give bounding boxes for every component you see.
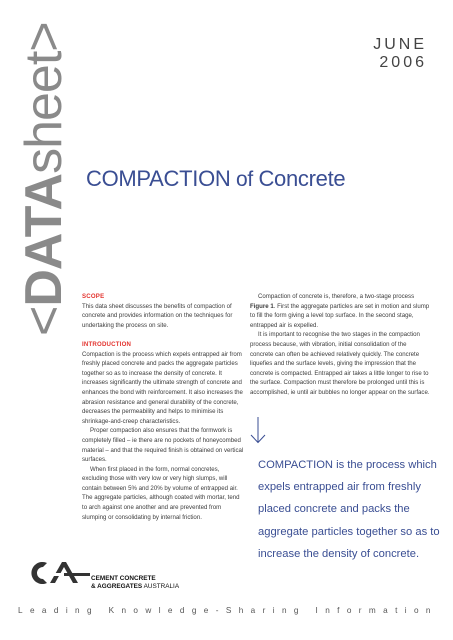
col2-paragraph-2: It is important to recognise the two stages in the compaction process because, with vibration, initial consolidation of the concrete can often be achieved relatively quickly. The concrete liquefies and the surface levels, giving the impression that the concrete is compacted. Entrapped air takes a little longer to rise to the surface. Compaction must therefore be prolonged until this is accomplished, ie until air bubbles no longer appear on the surface. xyxy=(250,331,430,396)
text-column-right xyxy=(250,292,430,398)
pull-quote-lead: COMPACTION xyxy=(258,459,333,471)
issue-month: JUNE xyxy=(373,36,427,53)
tagline-letter: n xyxy=(281,606,287,615)
tagline-letter: n xyxy=(325,606,330,615)
logo-line-2-main: & AGGREGATES xyxy=(91,582,143,590)
brand-open-bracket: < xyxy=(15,306,73,336)
tagline-letter: e xyxy=(203,606,209,615)
vertical-brand-svg xyxy=(15,22,73,336)
tagline-letter: d xyxy=(53,606,59,615)
tagline-letter: l xyxy=(158,606,161,615)
tagline-letter: S xyxy=(225,606,232,615)
text-column-left xyxy=(82,292,246,522)
tagline-letter: a xyxy=(250,606,256,615)
scope-heading: SCOPE xyxy=(82,293,105,300)
title-concrete: Concrete xyxy=(258,166,346,191)
vertical-brand-mark xyxy=(15,22,73,336)
pull-quote xyxy=(258,454,440,565)
brand-close-bracket: > xyxy=(15,22,73,52)
logo-line-1: CEMENT CONCRETE xyxy=(91,575,156,582)
down-arrow-icon xyxy=(250,416,266,444)
tagline-letter: f xyxy=(337,606,340,615)
intro-paragraph-1: Compaction is the process which expels entrapped air from freshly placed concrete and packs the aggregate particles together so as to increase the density of concrete. It increases significantly the ultimate strength of concrete and enhances the bond with reinforcement. It also increases the abrasion resistance and general durability of the concrete, decreases the permeability and helps to minimise its shrinkage-and-creep characteristics. xyxy=(82,350,243,425)
tagline-letter: r xyxy=(262,606,266,615)
scope-paragraph: This data sheet discusses the benefits of compaction of concrete and provides information on the techniques for undertaking the process on site. xyxy=(82,302,233,329)
tagline-letter: e xyxy=(167,606,173,615)
tagline-letter: h xyxy=(238,606,244,615)
tagline-letter: i xyxy=(65,606,68,615)
tagline-letter: i xyxy=(272,606,275,615)
introduction-heading: INTRODUCTION xyxy=(82,340,132,348)
cca-logo-icon xyxy=(24,560,92,586)
tagline-letter xyxy=(306,606,308,615)
tagline-letter: - xyxy=(215,606,219,615)
tagline-letter: o xyxy=(133,606,138,615)
intro-paragraph-2: Proper compaction also ensures that the formwork is completely filled – ie there are no pockets of honeycombed material – and that the required finish is obtained on vertical surfaces. xyxy=(82,427,244,464)
tagline-letter: I xyxy=(315,606,318,615)
tagline-letter: w xyxy=(145,606,152,615)
col2-p1-b: . First the aggregate particles are set in motion and slump to fill the form giving a level top surface. In the second stage, entrapped air is expelled. xyxy=(250,302,430,329)
svg-text:<DATAsheet> xyxy=(15,22,73,336)
tagline-letter: n xyxy=(75,606,80,615)
col2-p1-a: Compaction of concrete is, therefore, a two-stage process xyxy=(258,293,415,300)
brand-data-text: DATA xyxy=(15,173,73,307)
tagline-letter: o xyxy=(346,606,352,615)
tagline-letter: r xyxy=(358,606,362,615)
tagline-letter: i xyxy=(404,606,407,615)
brand-sheet-text: sheet xyxy=(15,51,73,174)
col2-paragraph-1 xyxy=(250,292,430,330)
tagline-letter: d xyxy=(179,606,185,615)
tagline-letter: a xyxy=(383,606,388,615)
tagline-letter: m xyxy=(368,606,376,615)
tagline-letter: e xyxy=(29,606,35,615)
title-of: of xyxy=(230,168,259,191)
tagline-letter: g xyxy=(86,606,92,615)
tagline-letter: g xyxy=(191,606,197,615)
tagline-letter xyxy=(99,606,101,615)
issue-date xyxy=(373,36,427,72)
tagline-letter: a xyxy=(41,606,47,615)
tagline-letter: t xyxy=(395,606,398,615)
logo-line-2 xyxy=(91,583,179,591)
tagline-letter: n xyxy=(121,606,127,615)
tagline-letter: n xyxy=(425,606,431,615)
figure-1-reference: Figure 1 xyxy=(250,302,274,310)
intro-paragraph-3: When first placed in the form, normal concretes, excluding those with very low or very high slumps, will contain between 5% and 20% by volume of entrapped air. The aggregate particles, although coated with mortar, tend to arch against one another and are prevented from slumping or consolidating by internal friction. xyxy=(82,465,240,521)
tagline-letter: L xyxy=(18,606,23,615)
issue-year: 2006 xyxy=(379,54,427,71)
title-compaction: COMPACTION xyxy=(86,166,231,191)
cca-logo-text xyxy=(91,575,179,590)
logo-line-2-suffix: AUSTRALIA xyxy=(142,582,180,590)
tagline-letter: K xyxy=(108,606,115,615)
pull-quote-rest: is the process which expels entrapped air from freshly placed concrete and packs the aggregate particles together so as to increase the density of concrete. xyxy=(258,459,440,560)
footer-tagline xyxy=(18,606,431,615)
tagline-letter: g xyxy=(293,606,299,615)
page-title xyxy=(86,166,345,192)
tagline-letter: o xyxy=(413,606,419,615)
